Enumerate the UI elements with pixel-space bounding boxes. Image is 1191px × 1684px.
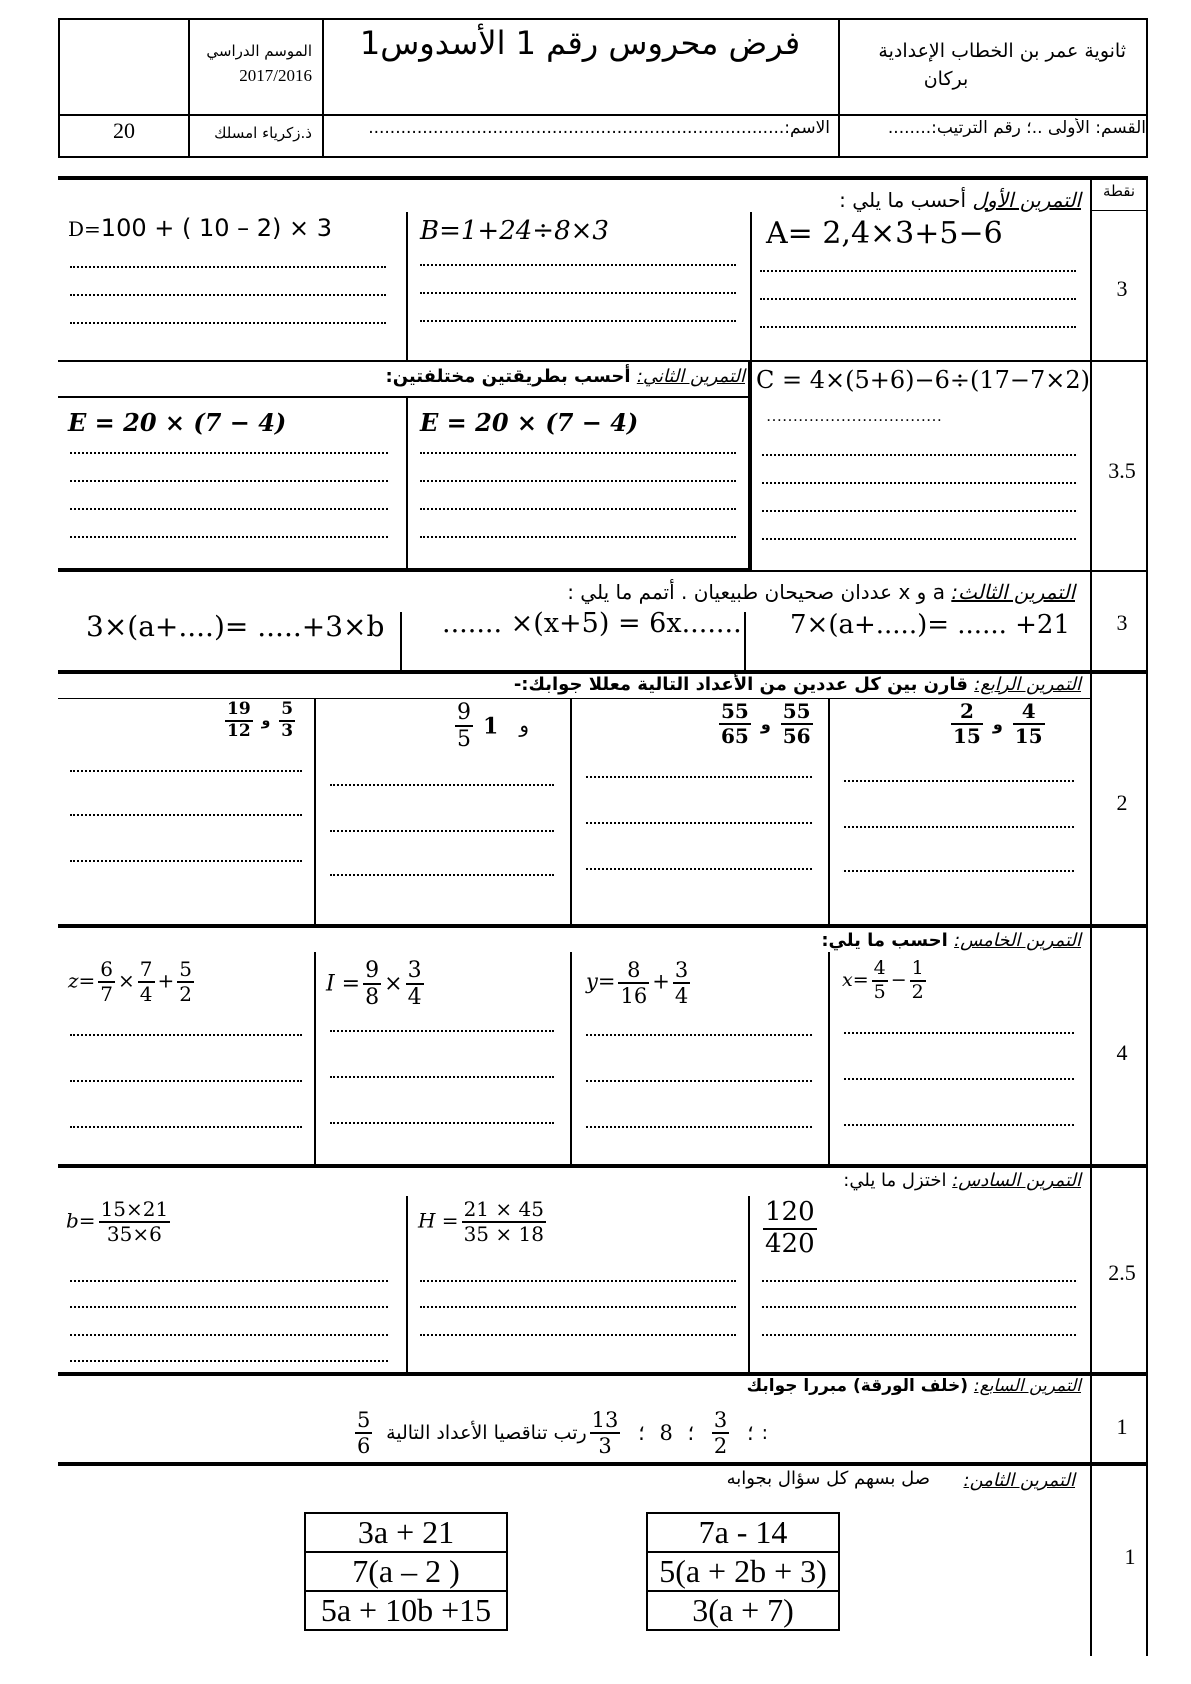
ex2-heading: التمرين الثاني: أحسب بطريقتين مختلفتين: (385, 366, 745, 387)
ex6-expr-b: b= $\frac{15\times 21}{35\times 6}$ (66, 1197, 169, 1246)
ex8-points: 1 (1124, 1544, 1136, 1569)
points-header: نقطة (1102, 182, 1136, 200)
ex4-heading: التمرين الرابع: قارن بين كل عددين من الأعداد التالية معللا جوابك:- (513, 674, 1081, 695)
ex5-expr-I: I = $\frac{9}{8}$ × $\frac{3}{4}$ (326, 958, 422, 1011)
exam-title: فرض محروس رقم 1 الأسدوس1 (359, 24, 801, 62)
ex1-expr-D: D=100 + ( 10 – 2) × 3 (68, 214, 333, 242)
ex8-right-box (646, 1512, 840, 1631)
ex1-expr-B: B=1+24÷8×3 (420, 216, 609, 246)
ex5-heading: التمرين الخامس: احسب ما يلي: (821, 930, 1081, 951)
ex4-pair-2: $\frac{55}{65}$ و $\frac{55}{56}$ (721, 699, 811, 748)
school-town: بركان (923, 68, 969, 90)
ex8-right-item[interactable]: 3(a + 7) (647, 1591, 839, 1630)
ex4-points: 2 (1116, 790, 1128, 815)
ex3-points: 3 (1116, 610, 1128, 635)
teacher-name: ذ.زكرياء امسلك (214, 124, 312, 142)
ex7-points: 1 (1116, 1414, 1128, 1439)
ex1-expr-A: A= 2,4×3+5−6 (766, 216, 1003, 251)
ex8-right-item[interactable]: 5(a + 2b + 3) (647, 1552, 839, 1591)
ex8-left-item[interactable]: 7(a – 2 ) (305, 1552, 507, 1591)
ex8-left-item[interactable]: 5a + 10b +15 (305, 1591, 507, 1630)
ex7-heading: التمرين السابع: (خلف الورقة) مبررا جوابك (746, 1376, 1081, 1396)
ex8-left-box (304, 1512, 508, 1631)
ex1-heading: التمرين الأول أحسب ما يلي : (839, 188, 1081, 212)
ex3-heading: التمرين الثالث: a و x عددان صحيحان طبيعيان . أتمم ما يلي : (567, 580, 1075, 604)
ex6-fraction-1: $\frac{120}{420}$ (765, 1197, 815, 1259)
ex2-points: 3.5 (1108, 458, 1136, 483)
ex6-expr-H: H = $\frac{21 \times 45}{35 \times 18}$ (418, 1197, 544, 1246)
ex4-pair-1: $\frac{2}{15}$ و $\frac{4}{15}$ (953, 699, 1043, 748)
school-name: ثانوية عمر بن الخطاب الإعدادية (878, 40, 1126, 62)
ex8-instruction: صل بسهم كل سؤال بجوابه (726, 1468, 930, 1489)
ex2-expr-C: C = 4×(5+6)−6÷(17−7×2) (756, 366, 1090, 394)
season-years: 2017/2016 (239, 66, 312, 85)
ex1-points: 3 (1116, 276, 1128, 301)
ex4-pair-4: $\frac{19}{12}$ و $\frac{5}{3}$ (227, 699, 294, 741)
ex3-fill-1: 7×(a+.....)= ...... +21 (790, 610, 1070, 640)
ex7-ordering-task: $\frac{5}{6}$ ؛ $\frac{3}{2}$ ؛ 8 ؛ $\frac{13}{3}$ رتب تناقصيا الأعداد التالية: (357, 1408, 769, 1459)
ex8-left-item[interactable]: 3a + 21 (305, 1513, 507, 1552)
class-rank-field[interactable]: القسم: الأولى ..؛ رقم الترتيب:........ (887, 118, 1146, 138)
ex8-heading: التمرين الثامن: (963, 1470, 1075, 1491)
ex5-expr-x: x= $\frac{4}{5}$ − $\frac{1}{2}$ (842, 957, 924, 1003)
ex2-dots-line: …………………………… (766, 408, 942, 425)
ex5-points: 4 (1116, 1040, 1128, 1065)
ex5-expr-z: z= $\frac{6}{7}$ × $\frac{7}{4}$ + $\frac{5}{2}$ (68, 957, 193, 1006)
ex2-expr-E-method1: E = 20 × (7 − 4) (420, 408, 639, 437)
ex2-expr-E-method2: E = 20 × (7 − 4) (68, 408, 287, 437)
ex6-points: 2.5 (1108, 1260, 1136, 1285)
ex3-fill-2: ....... ×(x+5) = 6x....... (442, 608, 742, 639)
season-label: الموسم الدراسي (206, 42, 312, 60)
student-name-field[interactable]: الاسم:............................................................................. (368, 118, 830, 138)
total-score: 20 (113, 118, 135, 143)
ex3-fill-3: 3×(a+....)= .....+3×b (86, 610, 385, 643)
ex5-expr-y: y= $\frac{8}{16}$ + $\frac{3}{4}$ (586, 958, 689, 1009)
ex8-right-item[interactable]: 7a - 14 (647, 1513, 839, 1552)
ex6-heading: التمرين السادس: اختزل ما يلي: (843, 1170, 1081, 1191)
ex4-pair-3: $\frac{9}{5}$ و 1 (457, 700, 529, 753)
